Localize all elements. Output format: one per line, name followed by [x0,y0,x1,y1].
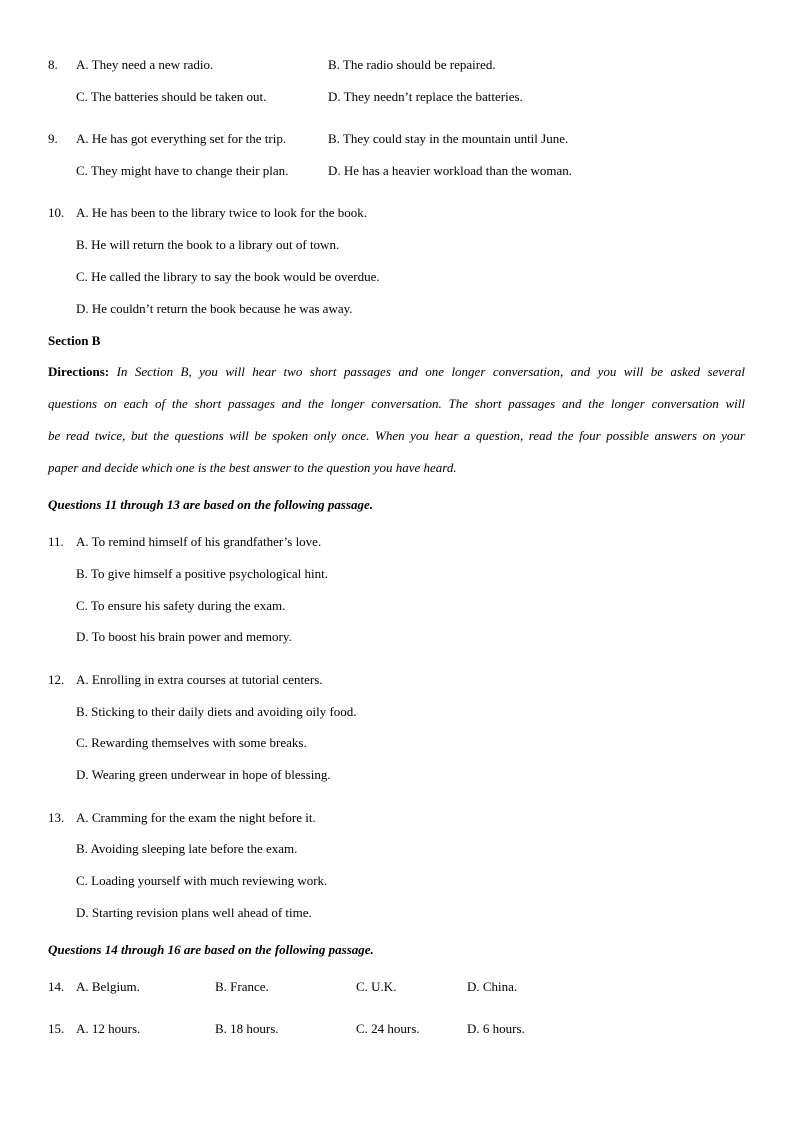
option-d: D. Wearing green underwear in hope of blessing. [76,767,331,782]
option-c: C. Rewarding themselves with some breaks. [76,735,307,750]
question-number: 8. [48,57,58,72]
option-a: A. To remind himself of his grandfather’s love. [76,534,322,549]
option-c: C. Loading yourself with much reviewing work. [76,873,328,888]
directions-line-1 [48,364,745,380]
option-b: B. Sticking to their daily diets and avoiding oily food. [76,704,357,719]
directions-line-3 [48,428,745,444]
option-a: A. He has been to the library twice to look for the book. [76,205,367,220]
directions-text: questions on each of the short passages and the longer conversation. The short passages and the longer conversation will [48,396,745,411]
directions-label: Directions: [48,364,110,379]
option-c: C. He called the library to say the book would be overdue. [76,269,380,284]
group-heading: Questions 14 through 16 are based on the following passage. [48,942,374,957]
directions-text: paper and decide which one is the best answer to the question you have heard. [48,460,457,475]
option-d: D. Starting revision plans well ahead of time. [76,905,312,920]
question-number: 10. [48,205,65,220]
question-number: 9. [48,131,58,146]
option-d: D. 6 hours. [467,1021,525,1036]
option-b: B. 18 hours. [215,1021,279,1036]
option-a: A. He has got everything set for the trip. [76,131,287,146]
option-a: A. 12 hours. [76,1021,141,1036]
option-b: B. The radio should be repaired. [328,57,496,72]
option-a: A. Cramming for the exam the night before it. [76,810,316,825]
option-a: A. Enrolling in extra courses at tutorial centers. [76,672,323,687]
option-b: B. To give himself a positive psychological hint. [76,566,328,581]
option-d: D. To boost his brain power and memory. [76,629,292,644]
directions-line-2 [48,396,745,412]
group-heading: Questions 11 through 13 are based on the following passage. [48,497,374,512]
question-number: 13. [48,810,65,825]
option-d: D. He couldn’t return the book because he was away. [76,301,353,316]
directions-line-4 [48,460,745,476]
option-c: C. U.K. [356,979,397,994]
option-c: C. They might have to change their plan. [76,163,289,178]
option-d: D. He has a heavier workload than the woman. [328,163,573,178]
question-number: 12. [48,672,65,687]
option-b: B. Avoiding sleeping late before the exam. [76,841,298,856]
directions-text: In Section B, you will hear two short passages and one longer conversation, and you will be asked several [116,364,745,379]
question-number: 14. [48,979,65,994]
option-c: C. To ensure his safety during the exam. [76,598,286,613]
option-b: B. He will return the book to a library out of town. [76,237,340,252]
option-a: A. They need a new radio. [76,57,214,72]
option-c: C. 24 hours. [356,1021,420,1036]
option-b: B. They could stay in the mountain until June. [328,131,569,146]
question-number: 11. [48,534,64,549]
option-c: C. The batteries should be taken out. [76,89,267,104]
directions-text: be read twice, but the questions will be spoken only once. When you hear a question, read the four possible answers on your [48,428,745,443]
question-number: 15. [48,1021,65,1036]
section-title: Section B [48,333,101,348]
option-d: D. They needn’t replace the batteries. [328,89,523,104]
option-b: B. France. [215,979,269,994]
option-a: A. Belgium. [76,979,140,994]
option-d: D. China. [467,979,518,994]
